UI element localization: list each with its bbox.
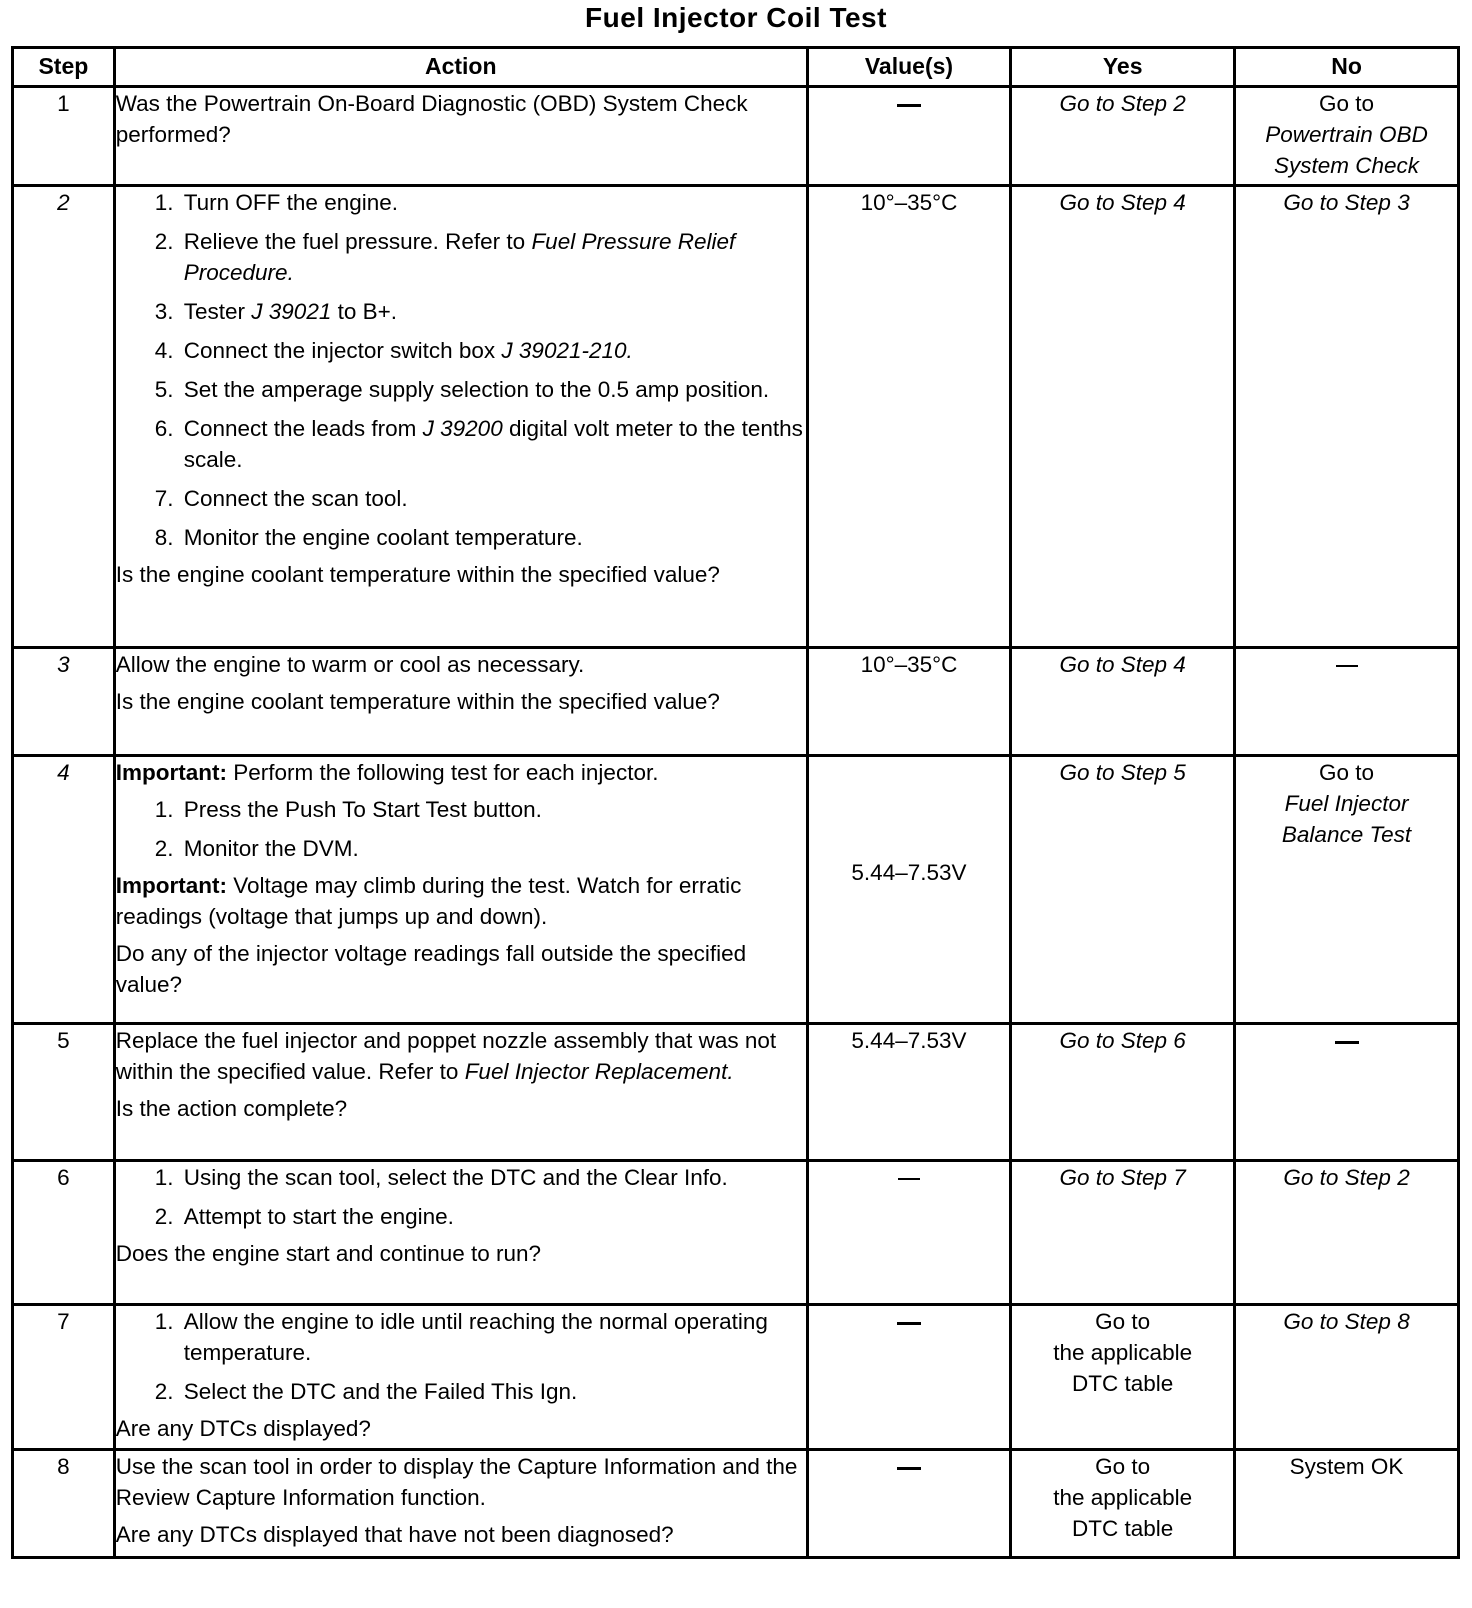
- question-text: Is the action complete?: [115, 1096, 348, 1122]
- important-note: Important: Voltage may climb during the test. Watch for erratic readings (voltage that jumps up and down).: [115, 873, 742, 930]
- page-title: Fuel Injector Coil Test: [585, 2, 887, 33]
- dash-mark: [1335, 1041, 1359, 1044]
- no-result: Go to Fuel Injector Balance Test: [1235, 756, 1459, 1024]
- list-item: 1. Press the Push To Start Test button.: [180, 794, 806, 825]
- yes-result: Go to Step 6: [1011, 1024, 1235, 1161]
- action-steps-list: [116, 1162, 806, 1232]
- table-row: [13, 1450, 1459, 1558]
- no-result: [1235, 1024, 1459, 1161]
- yes-result: Go to Step 7: [1011, 1161, 1235, 1305]
- no-result: [1235, 648, 1459, 756]
- question-text: Are any DTCs displayed?: [115, 1416, 371, 1442]
- value-cell: [807, 87, 1011, 186]
- list-item: 8. Monitor the engine coolant temperature.: [180, 522, 806, 553]
- action-cell: [114, 1450, 807, 1558]
- important-note: Important: Perform the following test for each injector.: [115, 760, 659, 785]
- action-cell: [114, 186, 807, 648]
- table-header-row: [13, 48, 1459, 87]
- question-text: Are any DTCs displayed that have not been diagnosed?: [115, 1522, 674, 1548]
- no-result: Go to Step 2: [1235, 1161, 1459, 1305]
- dash-mark: [898, 1178, 920, 1180]
- no-result: System OK: [1235, 1450, 1459, 1558]
- step-number: 6: [13, 1161, 115, 1305]
- action-cell: [114, 648, 807, 756]
- value-cell: 10°–35°C: [807, 186, 1011, 648]
- action-text: Use the scan tool in order to display the Capture Information and the Review Capture Information function.: [115, 1454, 798, 1511]
- step-number: 7: [13, 1305, 115, 1450]
- question-text: Do any of the injector voltage readings fall outside the specified value?: [115, 941, 747, 998]
- header-action: Action: [114, 48, 807, 87]
- action-text: Replace the fuel injector and poppet nozzle assembly that was not within the specified value. Refer to Fuel Injector Replacement.: [115, 1028, 777, 1085]
- question-text: Does the engine start and continue to run?: [115, 1241, 542, 1267]
- dash-mark: [897, 1467, 921, 1470]
- question-text: Was the Powertrain On-Board Diagnostic (OBD) System Check performed?: [115, 91, 748, 148]
- table-row: [13, 1161, 1459, 1305]
- no-result: Go to Step 8: [1235, 1305, 1459, 1450]
- yes-result: Go to the applicable DTC table: [1011, 1450, 1235, 1558]
- action-cell: [114, 87, 807, 186]
- table-row: [13, 87, 1459, 186]
- table-row: [13, 186, 1459, 648]
- list-item: 2. Attempt to start the engine.: [180, 1201, 806, 1232]
- value-cell: [807, 1450, 1011, 1558]
- dash-mark: [897, 1322, 921, 1325]
- action-cell: [114, 756, 807, 1024]
- value-cell: 5.44–7.53V: [807, 1024, 1011, 1161]
- list-item: 5. Set the amperage supply selection to the 0.5 amp position.: [180, 374, 806, 405]
- action-steps-list: [116, 794, 806, 864]
- list-item: 2. Select the DTC and the Failed This Ign.: [180, 1376, 806, 1407]
- list-item: 2. Relieve the fuel pressure. Refer to Fuel Pressure Relief Procedure.: [180, 226, 806, 288]
- value-cell: 10°–35°C: [807, 648, 1011, 756]
- diagnostic-table: [11, 46, 1460, 1559]
- no-result: Go to Step 3: [1235, 186, 1459, 648]
- table-row: [13, 1024, 1459, 1161]
- dash-mark: [897, 104, 921, 107]
- action-cell: [114, 1305, 807, 1450]
- action-cell: [114, 1161, 807, 1305]
- action-cell: [114, 1024, 807, 1161]
- list-item: 7. Connect the scan tool.: [180, 483, 806, 514]
- list-item: 3. Tester J 39021 to B+.: [180, 296, 806, 327]
- list-item: 6. Connect the leads from J 39200 digital volt meter to the tenths scale.: [180, 413, 806, 475]
- header-no: No: [1235, 48, 1459, 87]
- yes-result: Go to the applicable DTC table: [1011, 1305, 1235, 1450]
- no-result: Go to Powertrain OBD System Check: [1235, 87, 1459, 186]
- value-cell: [807, 1161, 1011, 1305]
- step-number: 4: [13, 756, 115, 1024]
- table-row: [13, 648, 1459, 756]
- yes-result: Go to Step 4: [1011, 648, 1235, 756]
- table-row: [13, 1305, 1459, 1450]
- table-row: [13, 756, 1459, 1024]
- step-number: 3: [13, 648, 115, 756]
- list-item: 4. Connect the injector switch box J 39021-210.: [180, 335, 806, 366]
- list-item: 1. Turn OFF the engine.: [180, 187, 806, 218]
- header-yes: Yes: [1011, 48, 1235, 87]
- header-step: Step: [13, 48, 115, 87]
- yes-result: Go to Step 4: [1011, 186, 1235, 648]
- value-cell: [807, 1305, 1011, 1450]
- yes-result: Go to Step 5: [1011, 756, 1235, 1024]
- question-text: Is the engine coolant temperature within the specified value?: [115, 689, 720, 715]
- yes-result: Go to Step 2: [1011, 87, 1235, 186]
- list-item: 2. Monitor the DVM.: [180, 833, 806, 864]
- step-number: 8: [13, 1450, 115, 1558]
- step-number: 5: [13, 1024, 115, 1161]
- list-item: 1. Allow the engine to idle until reaching the normal operating temperature.: [180, 1306, 806, 1368]
- value-cell: 5.44–7.53V: [807, 756, 1011, 1024]
- header-values: Value(s): [807, 48, 1011, 87]
- step-number: 1: [13, 87, 115, 186]
- action-steps-list: [116, 1306, 806, 1407]
- action-steps-list: [116, 187, 806, 553]
- action-text: Allow the engine to warm or cool as necessary.: [115, 652, 585, 677]
- step-number: 2: [13, 186, 115, 648]
- list-item: 1. Using the scan tool, select the DTC and the Clear Info.: [180, 1162, 806, 1193]
- question-text: Is the engine coolant temperature within the specified value?: [115, 562, 720, 588]
- dash-mark: [1336, 665, 1358, 667]
